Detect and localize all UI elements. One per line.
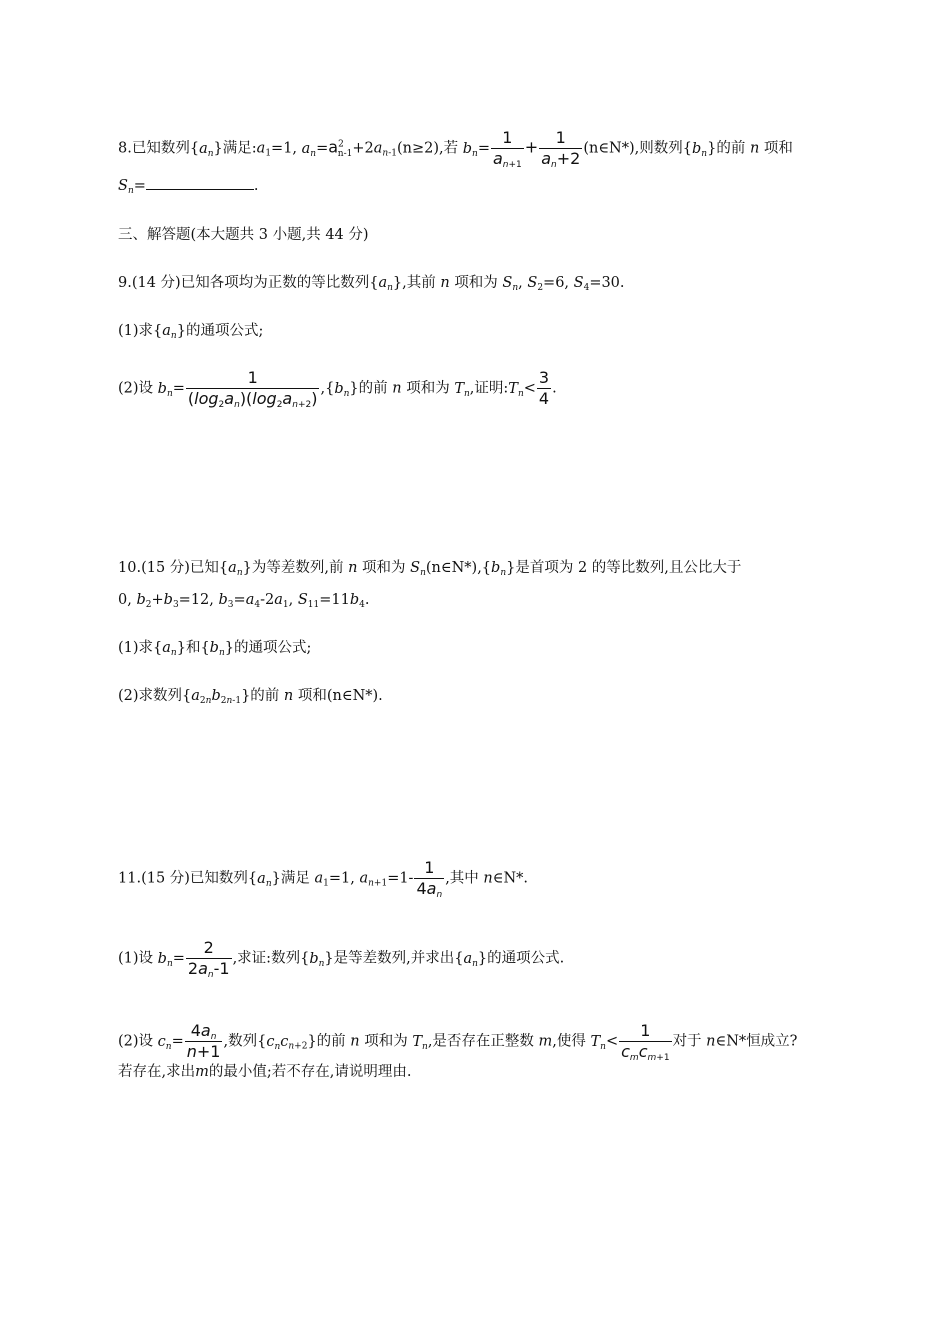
q9-part1: (1)求$\{a_n\}$的通项公式; [118,323,264,341]
q9-fraction-bn: $\frac{1}{(\log_2a_n)(\log_2a_{n+2})}$ [187,368,318,410]
q8-fraction-2: $\frac{1}{a_n+2}$ [541,128,581,170]
q11-fraction-cn: $\frac{4a_n}{n+1}$ [186,1021,221,1061]
q9-part2: (2)设 $b_n=$ $\frac{1}{(\log_2a_n)(\log_2a_{n+2})}$ $,\{b_n\}$的前 n 项和为 $T_n$,证明$:T_n<$ $\frac{3}{4}$ . [118,368,557,410]
q11-part1: (1)设 $b_n=$ $\frac{2}{2a_n-1}$ ,求证:数列$\{b_n\}$是等差数列,并求出$\{a_n\}$的通项公式. [118,938,565,980]
q8-line2: $S_n=$ . [118,178,259,196]
q8-text: 已知数列{ [131,140,200,157]
q8-line1: 8.已知数列$\{a_n\}$满足$:a_1=1$, $a_n=a^2_{n-1}+2a_{n-1}(n\ge 2)$,若 $b_n=$ $\frac{1}{a_{n+1}}$ + $\frac{1}{a_n+2}$ (n∈N*),则数列$\{b_n\}$的前 n 项和 [118,128,793,170]
q11-line1: 11.(15 分)已知数列$\{a_n\}$满足 $a_1=1$, $a_{n+1}=1-$ $\frac{1}{4a_n}$ ,其中 n∈N*. [118,858,529,900]
q11-part2-line2: 若存在,求出m的最小值;若不存在,请说明理由. [118,1064,412,1080]
q9-line1: 9.(14 分)已知各项均为正数的等比数列$\{a_n\}$,其前 n 项和为 $S_n$, $S_2=6$, $S_4=30$. [118,275,625,293]
q8-number: 8. [118,140,132,157]
answer-blank[interactable] [146,176,254,190]
q10-number: 10. [118,560,142,576]
q11-part2: (2)设 $c_n=$ $\frac{4a_n}{n+1}$ ,数列$\{c_nc_{n+2}\}$的前 n 项和为 $T_n$,是否存在正整数 m,使得 $T_n<$ $\frac{1}{c_mc_{m+1}}$ 对于 n∈N*恒成立? [118,1021,798,1063]
q8-fraction-1: $\frac{1}{a_{n+1}}$ [492,128,522,170]
q10-part1: (1)求$\{a_n\}$和$\{b_n\}$的通项公式; [118,640,312,658]
q10-part2: (2)求数列$\{a_{2n}b_{2n-1}\}$的前 n 项和(n∈N*). [118,688,383,706]
q9-number: 9. [118,275,132,291]
q9-fraction-3-4: $\frac{3}{4}$ [538,368,550,408]
q10-line1: 10.(15 分)已知$\{a_n\}$为等差数列,前 n 项和为 $S_n(n\in N*),\{b_n\}$是首项为 2 的等比数列,且公比大于 [118,560,742,578]
q10-line2: 0, $b_2+b_3=12$, $b_3=a_4-2a_1$, $S_{11}=11b_4$. [118,592,370,610]
q11-number: 11. [118,870,142,887]
section-heading: 三、解答题(本大题共 3 小题,共 44 分) [118,227,369,243]
q11-fraction-bn: $\frac{2}{2a_n-1}$ [187,938,230,980]
q11-fraction-1: $\frac{1}{4a_n}$ [416,858,443,900]
q11-fraction-cm: $\frac{1}{c_mc_{m+1}}$ [621,1021,670,1063]
